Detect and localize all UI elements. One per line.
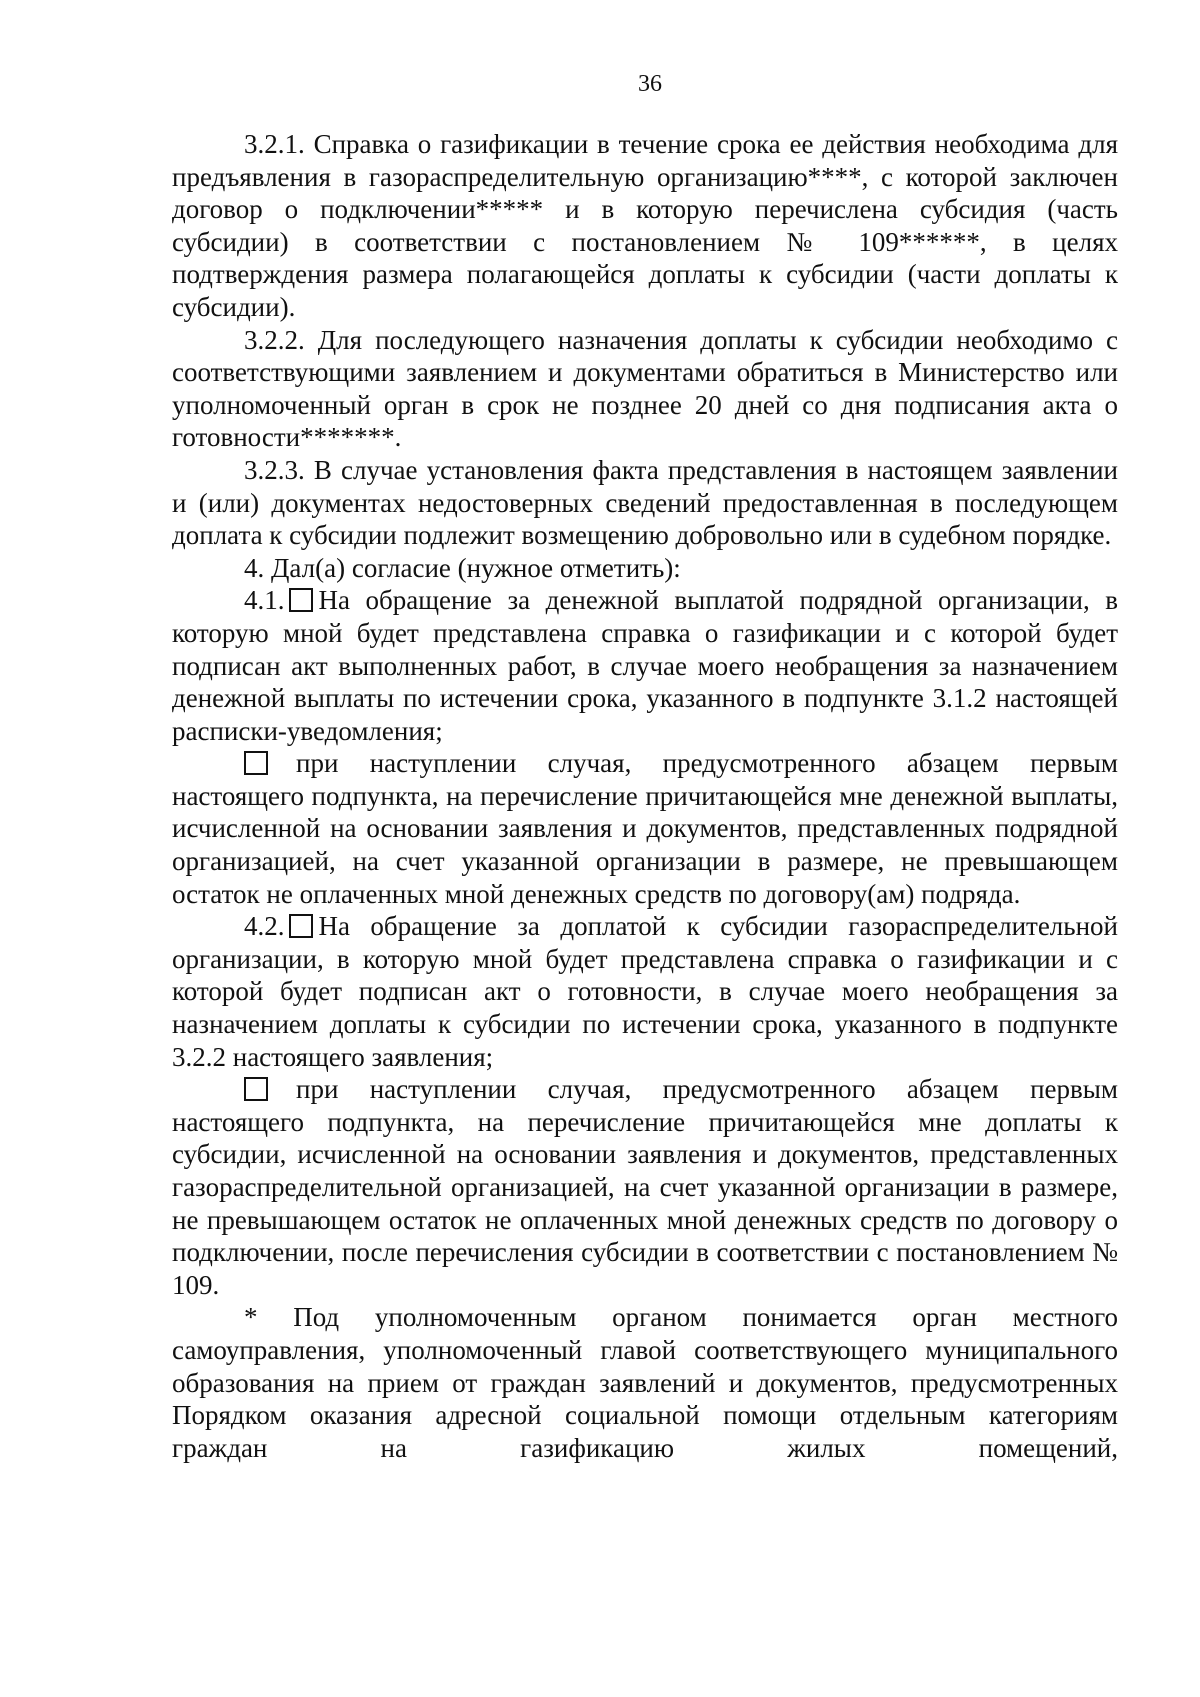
paragraph-3-2-3: 3.2.3. В случае установления факта представления в настоящем заявлении и (или) документах недостоверных сведений предоставленная в последующем доплата к субсидии подлежит возмещению добровольно или в судебном порядке. xyxy=(172,454,1118,551)
paragraph-4: 4. Дал(а) согласие (нужное отметить): xyxy=(244,552,681,583)
paragraph-4-1-b-text: при наступлении случая, предусмотренного абзацем первым настоящего подпункта, на перечисление причитающейся мне денежной выплаты, исчисленной на основании заявления и документов, представленных подрядной организацией, на счет указанной организации в размере, не превышающем остаток не оплаченных мной денежных средств по договору(ам) подряда. xyxy=(172,748,1118,909)
paragraph-4-1-b xyxy=(172,747,1118,910)
consent-4-1-b-checkbox[interactable] xyxy=(244,751,268,775)
document-page xyxy=(172,68,1118,1464)
paragraph-4-2-b xyxy=(172,1073,1118,1301)
paragraph-4-1-number: 4.1. xyxy=(244,585,285,616)
paragraph-4-2 xyxy=(172,910,1118,1073)
consent-4-1-checkbox[interactable] xyxy=(289,588,313,612)
paragraph-4-1-text: На обращение за денежной выплатой подрядной организации, в которую мной будет представлена справка о газификации и с которой будет подписан акт выполненных работ, в случае моего необращения за назначением денежной выплаты по истечении срока, указанного в подпункте 3.1.2 настоящей расписки-уведомления; xyxy=(172,585,1118,746)
consent-4-2-checkbox[interactable] xyxy=(289,914,313,938)
paragraph-4-2-text: На обращение за доплатой к субсидии газораспределительной организации, в которую мной будет представлена справка о газификации и с которой будет подписан акт о готовности, в случае моего необращения за назначением доплаты к субсидии по истечении срока, указанного в подпункте 3.2.2 настоящего заявления; xyxy=(172,911,1118,1072)
page-number: 36 xyxy=(638,71,662,97)
paragraph-4-2-b-text: при наступлении случая, предусмотренного абзацем первым настоящего подпункта, на перечисление причитающейся мне доплаты к субсидии, исчисленной на основании заявления и документов, представленных газораспределительной организацией, на счет указанной организации в размере, не превышающем остаток не оплаченных мной денежных средств по договору о подключении, после перечисления субсидии в соответствии с постановлением № 109. xyxy=(172,1074,1118,1300)
paragraph-3-2-1: 3.2.1. Справка о газификации в течение срока ее действия необходима для предъявления в газораспределительную организацию****, с которой заключен договор о подключении***** и в которую перечислена субсидия (часть субсидии) в соответствии с постановлением № 109******, в целях подтверждения размера полагающейся доплаты к субсидии (части доплаты к субсидии). xyxy=(172,129,1118,322)
paragraph-3-2-2: 3.2.2. Для последующего назначения доплаты к субсидии необходимо с соответствующими заявлением и документами обратиться в Министерство или уполномоченный орган в срок не позднее 20 дней со дня подписания акта о готовности*******. xyxy=(172,324,1118,453)
paragraph-4-1 xyxy=(172,584,1118,747)
paragraph-4-2-number: 4.2. xyxy=(244,911,285,942)
footnote-1: * Под уполномоченным органом понимается орган местного самоуправления, уполномоченный главой соответствующего муниципального образования на прием от граждан заявлений и документов, предусмотренных Порядком оказания адресной социальной помощи отдельным категориям граждан на газификацию жилых помещений, xyxy=(172,1302,1118,1463)
consent-4-2-b-checkbox[interactable] xyxy=(244,1077,268,1101)
